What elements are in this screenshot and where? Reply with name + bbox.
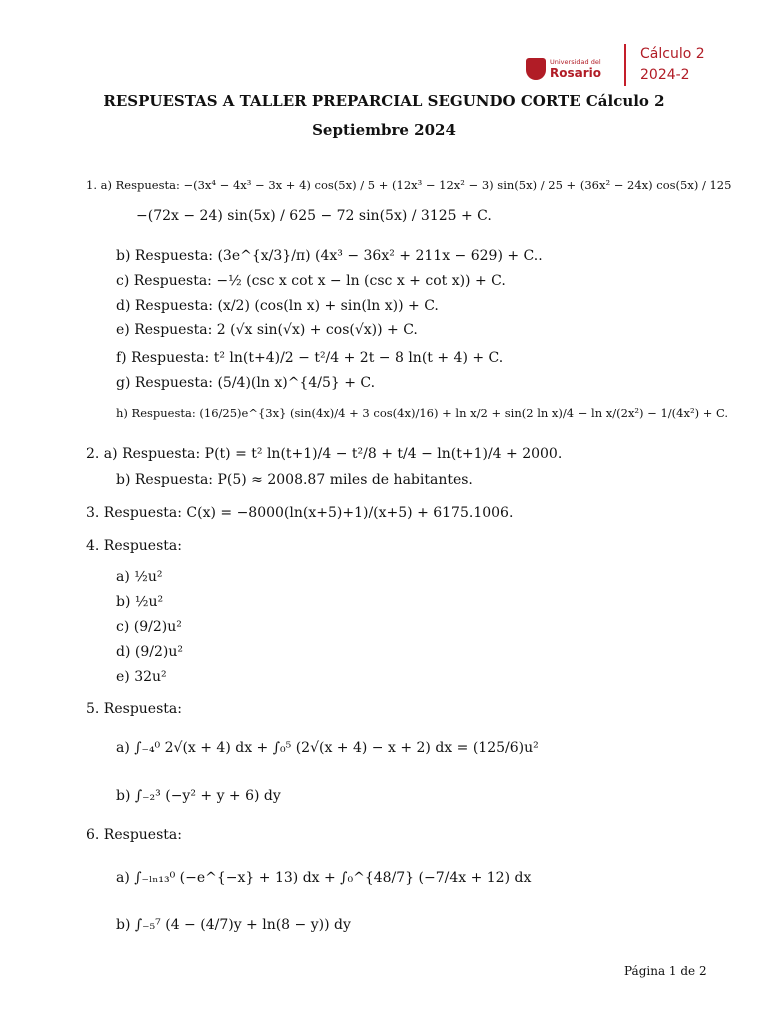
answer-4c: c) (9/2)u² bbox=[116, 619, 182, 635]
answer-3: 3. Respuesta: C(x) = −8000(ln(x+5)+1)/(x+5) + 6175.1006. bbox=[86, 505, 514, 521]
course-term: 2024-2 bbox=[640, 67, 690, 83]
page-number: Página 1 de 2 bbox=[624, 964, 707, 978]
document-subtitle: Septiembre 2024 bbox=[312, 121, 456, 139]
answer-2a: 2. a) Respuesta: P(t) = t² ln(t+1)/4 − t²/8 + t/4 − ln(t+1)/4 + 2000. bbox=[86, 446, 563, 462]
answer-6-heading: 6. Respuesta: bbox=[86, 827, 182, 843]
logo-line1: Universidad del bbox=[550, 58, 601, 66]
header-course-block bbox=[624, 44, 705, 86]
university-logo bbox=[526, 58, 608, 82]
answer-4a: a) ½u² bbox=[116, 569, 163, 585]
answer-1h: h) Respuesta: (16/25)e^{3x} (sin(4x)/4 + 3 cos(4x)/16) + ln x/2 + sin(2 ln x)/4 − ln x/(2x²) − 1/(4x²) + C. bbox=[116, 406, 729, 420]
document-title: RESPUESTAS A TALLER PREPARCIAL SEGUNDO CORTE Cálculo 2 bbox=[103, 92, 665, 110]
answer-1d: d) Respuesta: (x/2) (cos(ln x) + sin(ln x)) + C. bbox=[116, 298, 439, 314]
answer-2b: b) Respuesta: P(5) ≈ 2008.87 miles de habitantes. bbox=[116, 472, 473, 488]
answer-6a: a) ∫₋ₗₙ₁₃⁰ (−e^{−x} + 13) dx + ∫₀^{48/7} (−7/4x + 12) dx bbox=[116, 870, 532, 886]
answer-5a: a) ∫₋₄⁰ 2√(x + 4) dx + ∫₀⁵ (2√(x + 4) − x + 2) dx = (125/6)u² bbox=[116, 740, 539, 756]
seal-icon bbox=[526, 58, 546, 80]
answer-5b: b) ∫₋₂³ (−y² + y + 6) dy bbox=[116, 788, 281, 804]
answer-1b: b) Respuesta: (3e^{x/3}/π) (4x³ − 36x² + 211x − 629) + C.. bbox=[116, 248, 543, 264]
answer-4-heading: 4. Respuesta: bbox=[86, 538, 182, 554]
answer-1a-continued: −(72x − 24) sin(5x) / 625 − 72 sin(5x) / 3125 + C. bbox=[136, 208, 492, 224]
course-name: Cálculo 2 bbox=[640, 46, 705, 62]
answer-1a: 1. a) Respuesta: −(3x⁴ − 4x³ − 3x + 4) cos(5x) / 5 + (12x³ − 12x² − 3) sin(5x) / 25 + (36x² − 24x) cos(5x) / 125 bbox=[86, 178, 732, 192]
answer-4b: b) ½u² bbox=[116, 594, 164, 610]
logo-line2: Rosario bbox=[550, 66, 601, 80]
answer-1e: e) Respuesta: 2 (√x sin(√x) + cos(√x)) + C. bbox=[116, 322, 418, 338]
answer-1f: f) Respuesta: t² ln(t+4)/2 − t²/4 + 2t − 8 ln(t + 4) + C. bbox=[116, 350, 504, 366]
answer-4d: d) (9/2)u² bbox=[116, 644, 183, 660]
answer-5-heading: 5. Respuesta: bbox=[86, 701, 182, 717]
answer-1c: c) Respuesta: −½ (csc x cot x − ln (csc x + cot x)) + C. bbox=[116, 273, 506, 289]
answer-1g: g) Respuesta: (5/4)(ln x)^{4/5} + C. bbox=[116, 375, 376, 391]
answer-6b: b) ∫₋₅⁷ (4 − (4/7)y + ln(8 − y)) dy bbox=[116, 917, 351, 933]
answer-4e: e) 32u² bbox=[116, 669, 167, 685]
